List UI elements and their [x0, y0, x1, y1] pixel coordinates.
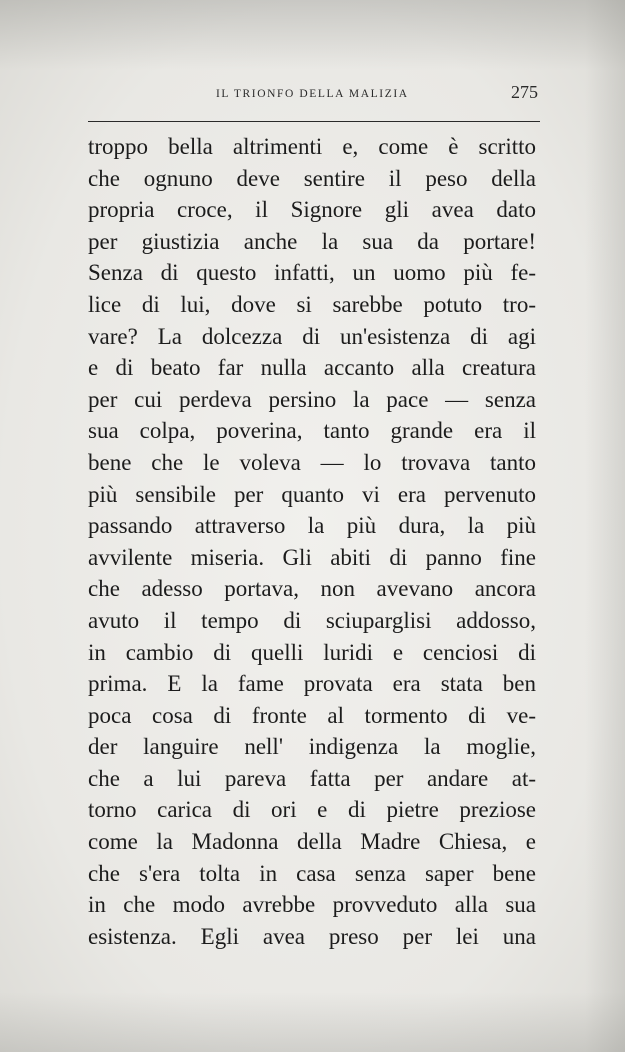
text-line: come la Madonna della Madre Chiesa, e: [88, 829, 536, 855]
text-line: che s'era tolta in casa senza saper bene: [88, 860, 536, 886]
body-text: [88, 131, 536, 952]
text-line: in che modo avrebbe provveduto alla sua: [88, 892, 536, 918]
running-title: IL TRIONFO DELLA MALIZIA: [216, 88, 409, 100]
text-line: passando attraverso la più dura, la più: [88, 513, 536, 539]
text-line: e di beato far nulla accanto alla creatura: [88, 355, 536, 381]
text-line: Senza di questo infatti, un uomo più fe-: [88, 260, 536, 286]
text-line: propria croce, il Signore gli avea dato: [88, 197, 536, 223]
text-line: per cui perdeva persino la pace — senza: [88, 386, 536, 412]
text-line: più sensibile per quanto vi era pervenuto: [88, 481, 536, 507]
text-line: esistenza. Egli avea preso per lei una: [88, 923, 536, 949]
text-line: prima. E la fame provata era stata ben: [88, 671, 536, 697]
running-header: [88, 84, 540, 116]
page-shadow-top: [0, 0, 625, 70]
text-line: sua colpa, poverina, tanto grande era il: [88, 418, 536, 444]
page-shadow-bottom: [0, 992, 625, 1052]
text-line: der languire nell' indigenza la moglie,: [88, 734, 536, 760]
text-line: per giustizia anche la sua da portare!: [88, 228, 536, 254]
text-line: avuto il tempo di sciuparglisi addosso,: [88, 607, 536, 633]
text-line: lice di lui, dove si sarebbe potuto tro-: [88, 291, 536, 317]
text-line: che adesso portava, non avevano ancora: [88, 576, 536, 602]
header-rule: [88, 121, 540, 122]
text-line: in cambio di quelli luridi e cenciosi di: [88, 639, 536, 665]
text-line: che ognuno deve sentire il peso della: [88, 165, 536, 191]
text-line: che a lui pareva fatta per andare at-: [88, 765, 536, 791]
text-line: vare? La dolcezza di un'esistenza di agi: [88, 323, 536, 349]
page-number: 275: [511, 82, 538, 102]
text-line: torno carica di ori e di pietre preziose: [88, 797, 536, 823]
text-line: poca cosa di fronte al tormento di ve-: [88, 702, 536, 728]
text-line: avvilente miseria. Gli abiti di panno fine: [88, 544, 536, 570]
page-shadow-right: [585, 0, 625, 1052]
text-line: troppo bella altrimenti e, come è scritto: [88, 134, 536, 159]
text-line: bene che le voleva — lo trovava tanto: [88, 449, 536, 475]
